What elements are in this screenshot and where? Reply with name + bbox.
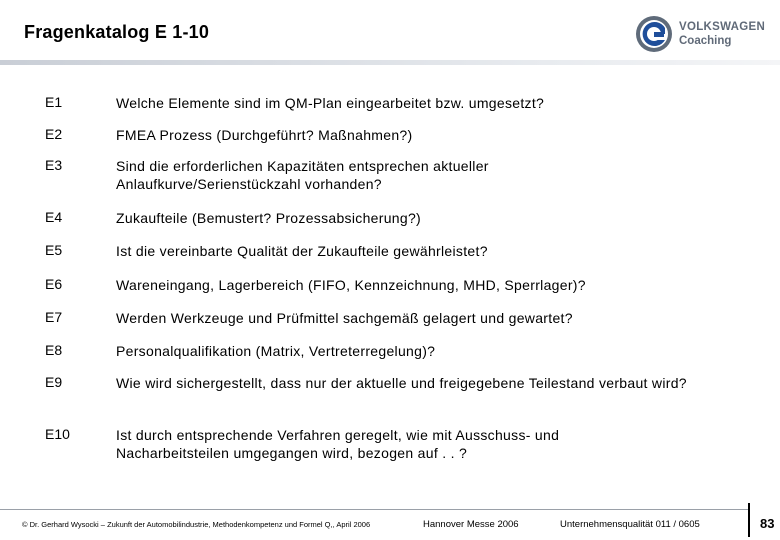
volkswagen-coaching-logo	[634, 14, 764, 54]
item-code: E5	[45, 242, 63, 258]
item-code: E8	[45, 342, 63, 358]
item-code: E10	[45, 426, 70, 442]
item-question: Wie wird sichergestellt, dass nur der aktuelle und freigegebene Teilestand verbaut wird?	[116, 375, 687, 391]
item-question: Ist durch entsprechende Verfahren geregelt, wie mit Ausschuss- und Nacharbeitsteilen umgegangen wird, bezogen auf . . ?	[116, 427, 560, 461]
footer-page-divider	[748, 503, 750, 537]
item-code: E9	[45, 374, 63, 390]
logo-sub-text: Coaching	[679, 35, 732, 47]
footer-event: Hannover Messe 2006	[423, 519, 519, 530]
logo-brand-text: VOLKSWAGEN	[679, 21, 766, 33]
item-question: Werden Werkzeuge und Prüfmittel sachgemäß gelagert und gewartet?	[116, 310, 573, 326]
item-question: Sind die erforderlichen Kapazitäten entsprechen aktueller Anlaufkurve/Serienstückzahl vorhanden?	[116, 158, 489, 192]
footer-divider	[0, 509, 748, 510]
item-question: Zukaufteile (Bemustert? Prozessabsicherung?)	[116, 210, 422, 226]
item-question: Ist die vereinbarte Qualität der Zukaufteile gewährleistet?	[116, 243, 488, 259]
item-question: Personalqualifikation (Matrix, Vertreterregelung)?	[116, 343, 436, 359]
page-title: Fragenkatalog E 1-10	[24, 22, 210, 42]
footer-copyright: © Dr. Gerhard Wysocki – Zukunft der Automobilindustrie, Methodenkompetenz und Formel Q,, April 2006	[22, 520, 371, 529]
item-code: E3	[45, 157, 63, 173]
footer-topic: Unternehmensqualität 011 / 0605	[560, 519, 700, 530]
item-code: E6	[45, 276, 63, 292]
item-question: Welche Elemente sind im QM-Plan eingearbeitet bzw. umgesetzt?	[116, 95, 545, 111]
page-number: 83	[760, 516, 775, 531]
item-code: E7	[45, 309, 63, 325]
vw-coaching-emblem-icon	[634, 14, 674, 54]
item-question: FMEA Prozess (Durchgeführt? Maßnahmen?)	[116, 127, 413, 143]
item-code: E1	[45, 94, 63, 110]
item-question: Wareneingang, Lagerbereich (FIFO, Kennzeichnung, MHD, Sperrlager)?	[116, 277, 586, 293]
header-divider	[0, 60, 780, 65]
item-code: E2	[45, 126, 63, 142]
item-code: E4	[45, 209, 63, 225]
